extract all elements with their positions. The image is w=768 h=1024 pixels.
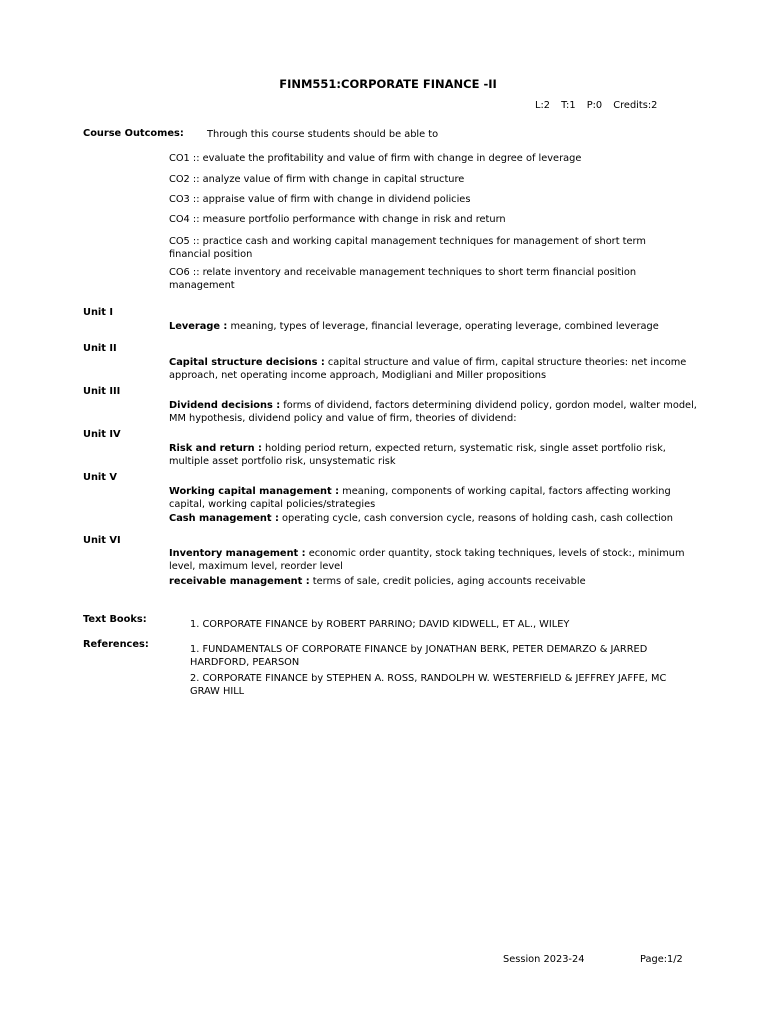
- unit-topic: [169, 443, 709, 468]
- course-outcome-item: CO2 :: analyze value of firm with change in capital structure: [169, 174, 465, 185]
- unit-label: Unit V: [83, 472, 117, 483]
- topic-text: terms of sale, credit policies, aging accounts receivable: [309, 576, 586, 587]
- topic-heading: Risk and return :: [169, 443, 262, 454]
- topic-text: economic order quantity, stock taking techniques, levels of stock:, minimum level, maximum level, reorder level: [169, 548, 685, 572]
- course-outcome-item: CO4 :: measure portfolio performance with change in risk and return: [169, 214, 506, 225]
- topic-text: operating cycle, cash conversion cycle, reasons of holding cash, cash collection: [278, 513, 673, 524]
- references-label: References:: [83, 639, 149, 650]
- unit-topic: [169, 400, 709, 425]
- topic-heading: Capital structure decisions :: [169, 357, 325, 368]
- course-outcome-item: CO1 :: evaluate the profitability and value of firm with change in degree of leverage: [169, 153, 582, 164]
- tutorial-hours: T:1: [561, 100, 576, 111]
- course-title: FINM551:CORPORATE FINANCE -II: [279, 77, 497, 91]
- unit-topic: [169, 576, 709, 589]
- unit-label: Unit III: [83, 386, 121, 397]
- session-label: Session 2023-24: [503, 954, 585, 965]
- topic-text: holding period return, expected return, systematic risk, single asset portfolio risk, multiple asset portfolio risk, unsystematic risk: [169, 443, 666, 467]
- unit-label: Unit II: [83, 343, 117, 354]
- course-outcome-item: CO3 :: appraise value of firm with change in dividend policies: [169, 194, 471, 205]
- unit-topic: [169, 486, 709, 511]
- page-number: Page:1/2: [640, 954, 683, 965]
- course-outcomes-intro: Through this course students should be able to: [207, 129, 439, 140]
- course-outcomes-label: Course Outcomes:: [83, 128, 184, 139]
- topic-text: meaning, types of leverage, financial leverage, operating leverage, combined leverage: [227, 321, 659, 332]
- credits: Credits:2: [613, 100, 658, 111]
- unit-topic: [169, 548, 709, 573]
- unit-topic: [169, 357, 709, 382]
- practical-hours: P:0: [586, 100, 603, 111]
- topic-heading: Cash management :: [169, 513, 279, 524]
- topic-heading: receivable management :: [169, 576, 310, 587]
- topic-text: capital structure and value of firm, capital structure theories: net income approach, net operating income approach, Modigliani and Miller propositions: [169, 357, 687, 381]
- reference-item: 2. CORPORATE FINANCE by STEPHEN A. ROSS, RANDOLPH W. WESTERFIELD & JEFFREY JAFFE, MC GRAW HILL: [190, 673, 667, 697]
- reference-item: 1. FUNDAMENTALS OF CORPORATE FINANCE by JONATHAN BERK, PETER DEMARZO & JARRED HARDFORD, PEARSON: [190, 644, 648, 668]
- topic-heading: Working capital management :: [169, 486, 340, 497]
- unit-topic: [169, 513, 709, 526]
- topic-heading: Leverage :: [169, 321, 228, 332]
- topic-text: forms of dividend, factors determining dividend policy, gordon model, walter model, MM hypothesis, dividend policy and value of firm, theories of dividend:: [169, 400, 697, 424]
- unit-label: Unit VI: [83, 535, 121, 546]
- topic-heading: Dividend decisions :: [169, 400, 281, 411]
- text-books-label: Text Books:: [83, 614, 147, 625]
- unit-label: Unit I: [83, 307, 114, 318]
- course-outcome-item: CO5 :: practice cash and working capital management techniques for management of short term financial position: [169, 236, 646, 260]
- unit-topic: [169, 321, 709, 334]
- credit-structure: [535, 100, 657, 113]
- text-book-item: 1. CORPORATE FINANCE by ROBERT PARRINO; DAVID KIDWELL, ET AL., WILEY: [190, 619, 570, 630]
- topic-heading: Inventory management :: [169, 548, 306, 559]
- lecture-hours: L:2: [535, 100, 550, 111]
- course-outcome-item: CO6 :: relate inventory and receivable management techniques to short term financial position management: [169, 267, 637, 291]
- topic-text: meaning, components of working capital, factors affecting working capital, working capital policies/strategies: [169, 486, 671, 510]
- unit-label: Unit IV: [83, 429, 121, 440]
